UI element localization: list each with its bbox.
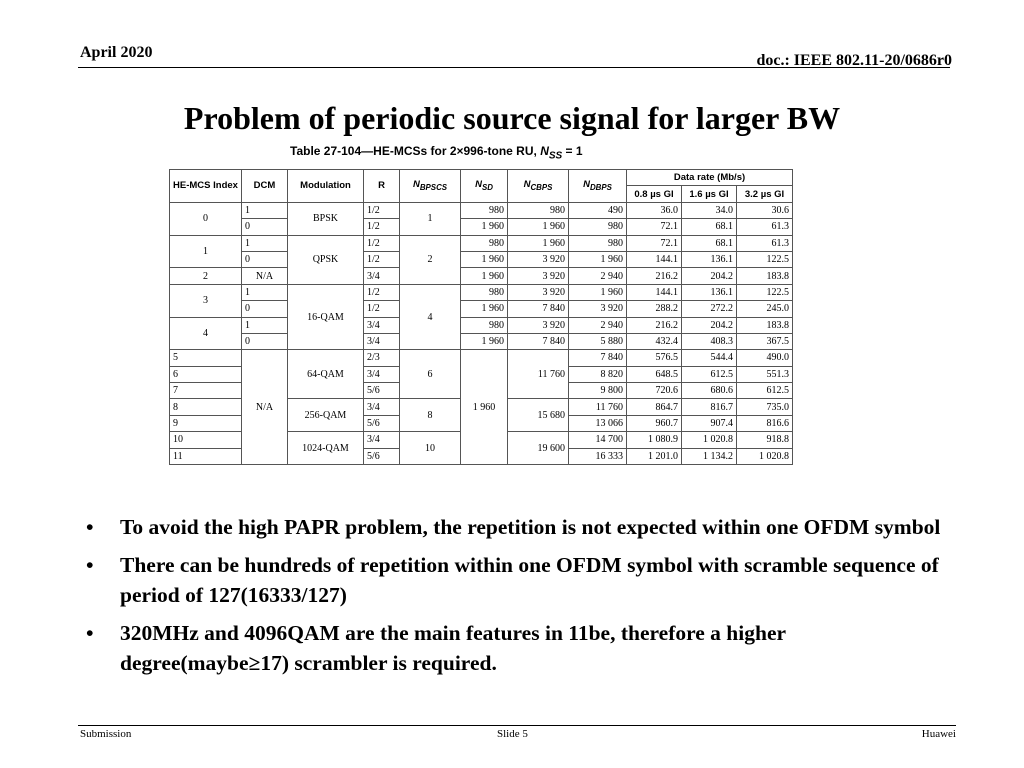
cell-mcs: 11 xyxy=(170,448,242,464)
cell-ndbps: 5 880 xyxy=(569,333,627,349)
cell-gi-32: 122.5 xyxy=(737,251,793,267)
cell-nbpscs: 6 xyxy=(400,350,461,399)
cell-gi-08: 144.1 xyxy=(627,251,682,267)
header-ncbps: $N_{CBPS}$ xyxy=(508,170,569,203)
cell-mcs: 9 xyxy=(170,415,242,431)
table-row xyxy=(170,219,793,235)
cell-ndbps: 11 760 xyxy=(569,399,627,415)
bullet-dot-icon: • xyxy=(86,553,94,577)
slide-title: Problem of periodic source signal for larger BW xyxy=(183,100,841,136)
cell-dcm: N/A xyxy=(242,350,288,465)
cell-gi-32: 918.8 xyxy=(737,432,793,448)
cell-mcs: 6 xyxy=(170,366,242,382)
cell-nsd: 1 960 xyxy=(461,350,508,465)
table-row xyxy=(170,284,793,300)
cell-nbpscs: 10 xyxy=(400,432,461,465)
table-row xyxy=(170,350,793,366)
cell-gi-08: 648.5 xyxy=(627,366,682,382)
cell-gi-32: 367.5 xyxy=(737,333,793,349)
cell-nsd: 1 960 xyxy=(461,268,508,284)
cell-gi-16: 204.2 xyxy=(682,268,737,284)
cell-gi-08: 36.0 xyxy=(627,202,682,218)
cell-gi-08: 432.4 xyxy=(627,333,682,349)
cell-gi-08: 720.6 xyxy=(627,383,682,399)
cell-nsd: 1 960 xyxy=(461,219,508,235)
cell-gi-16: 612.5 xyxy=(682,366,737,382)
cell-ndbps: 2 940 xyxy=(569,317,627,333)
table-row xyxy=(170,301,793,317)
cell-nbpscs: 1 xyxy=(400,202,461,235)
cell-ncbps: 1 960 xyxy=(508,235,569,251)
cell-r: 2/3 xyxy=(364,350,400,366)
cell-gi-16: 408.3 xyxy=(682,333,737,349)
cell-dcm: 0 xyxy=(242,301,288,317)
cell-ncbps: 15 680 xyxy=(508,399,569,432)
cell-r: 3/4 xyxy=(364,366,400,382)
cell-nsd: 1 960 xyxy=(461,333,508,349)
header-doc-id: doc.: IEEE 802.11-20/0686r0 xyxy=(756,52,952,69)
bullet-item xyxy=(86,512,956,542)
cell-nsd: 1 960 xyxy=(461,301,508,317)
cell-dcm: 1 xyxy=(242,202,288,218)
bullet-dot-icon: • xyxy=(86,621,94,645)
cell-ndbps: 8 820 xyxy=(569,366,627,382)
cell-mcs: 3 xyxy=(170,284,242,317)
cell-gi-08: 72.1 xyxy=(627,219,682,235)
cell-ndbps: 14 700 xyxy=(569,432,627,448)
cell-gi-08: 216.2 xyxy=(627,268,682,284)
cell-nbpscs: 4 xyxy=(400,284,461,350)
cell-gi-32: 122.5 xyxy=(737,284,793,300)
cell-gi-16: 136.1 xyxy=(682,284,737,300)
cell-ndbps: 980 xyxy=(569,235,627,251)
cell-ncbps: 3 920 xyxy=(508,251,569,267)
footer-rule xyxy=(78,725,956,726)
cell-dcm: 1 xyxy=(242,317,288,333)
cell-r: 1/2 xyxy=(364,235,400,251)
header-date: April 2020 xyxy=(80,44,153,61)
cell-gi-08: 576.5 xyxy=(627,350,682,366)
header-ndbps: $N_{DBPS}$ xyxy=(569,170,627,203)
footer-submission: Submission xyxy=(80,728,132,740)
cell-r: 3/4 xyxy=(364,333,400,349)
cell-gi-16: 680.6 xyxy=(682,383,737,399)
cell-ndbps: 1 960 xyxy=(569,284,627,300)
cell-gi-08: 864.7 xyxy=(627,399,682,415)
header-mcs: HE-MCS Index xyxy=(170,170,242,203)
bullet-list xyxy=(86,512,956,686)
cell-gi-08: 1 201.0 xyxy=(627,448,682,464)
footer-company: Huawei xyxy=(921,728,956,740)
cell-gi-16: 1 020.8 xyxy=(682,432,737,448)
cell-ndbps: 2 940 xyxy=(569,268,627,284)
cell-mcs: 10 xyxy=(170,432,242,448)
cell-ndbps: 490 xyxy=(569,202,627,218)
cell-gi-16: 272.2 xyxy=(682,301,737,317)
bullet-text: To avoid the high PAPR problem, the repetition is not expected within one OFDM symbol xyxy=(120,515,941,539)
header-nsd: $N_{SD}$ xyxy=(461,170,508,203)
cell-mcs: 2 xyxy=(170,268,242,284)
table-row xyxy=(170,251,793,267)
caption-nss-sub: SS xyxy=(548,150,563,162)
cell-ncbps: 7 840 xyxy=(508,301,569,317)
cell-r: 3/4 xyxy=(364,432,400,448)
cell-mcs: 1 xyxy=(170,235,242,268)
cell-gi-32: 61.3 xyxy=(737,235,793,251)
cell-r: 5/6 xyxy=(364,415,400,431)
bullet-item xyxy=(86,550,956,610)
cell-ndbps: 16 333 xyxy=(569,448,627,464)
header-dcm: DCM xyxy=(242,170,288,203)
cell-modulation: 256-QAM xyxy=(288,399,364,432)
table-row xyxy=(170,202,793,218)
cell-nsd: 1 960 xyxy=(461,251,508,267)
cell-r: 1/2 xyxy=(364,284,400,300)
cell-ncbps: 3 920 xyxy=(508,268,569,284)
cell-ncbps: 980 xyxy=(508,202,569,218)
cell-gi-16: 68.1 xyxy=(682,235,737,251)
header-nbpscs: $N_{BPSCS}$ xyxy=(400,170,461,203)
cell-r: 5/6 xyxy=(364,448,400,464)
cell-mcs: 5 xyxy=(170,350,242,366)
cell-dcm: 0 xyxy=(242,251,288,267)
cell-mcs: 7 xyxy=(170,383,242,399)
cell-modulation: 16-QAM xyxy=(288,284,364,350)
table-row xyxy=(170,333,793,349)
cell-gi-16: 204.2 xyxy=(682,317,737,333)
cell-nbpscs: 2 xyxy=(400,235,461,284)
cell-mcs: 8 xyxy=(170,399,242,415)
table-row xyxy=(170,235,793,251)
cell-r: 3/4 xyxy=(364,399,400,415)
cell-gi-32: 551.3 xyxy=(737,366,793,382)
cell-ndbps: 9 800 xyxy=(569,383,627,399)
cell-modulation: BPSK xyxy=(288,202,364,235)
cell-nbpscs: 8 xyxy=(400,399,461,432)
cell-gi-16: 34.0 xyxy=(682,202,737,218)
cell-gi-32: 816.6 xyxy=(737,415,793,431)
cell-gi-32: 183.8 xyxy=(737,317,793,333)
table-row xyxy=(170,317,793,333)
bullet-dot-icon: • xyxy=(86,515,94,539)
bullet-item xyxy=(86,618,956,678)
caption-nss: N xyxy=(540,144,549,158)
footer-slide-number: Slide 5 xyxy=(497,728,528,740)
cell-ncbps: 11 760 xyxy=(508,350,569,399)
cell-dcm: 1 xyxy=(242,235,288,251)
cell-r: 3/4 xyxy=(364,317,400,333)
cell-ndbps: 13 066 xyxy=(569,415,627,431)
cell-ncbps: 1 960 xyxy=(508,219,569,235)
header-data-rate: Data rate (Mb/s) xyxy=(627,170,793,186)
table-caption xyxy=(290,144,583,161)
cell-ndbps: 3 920 xyxy=(569,301,627,317)
bullet-text: There can be hundreds of repetition within one OFDM symbol with scramble sequence of period of 127(16333/127) xyxy=(120,553,939,607)
caption-prefix: Table 27-104—HE-MCSs for 2×996-tone RU, xyxy=(290,144,541,158)
header-r: R xyxy=(364,170,400,203)
cell-r: 1/2 xyxy=(364,219,400,235)
cell-gi-08: 1 080.9 xyxy=(627,432,682,448)
cell-modulation: 1024-QAM xyxy=(288,432,364,465)
cell-gi-08: 72.1 xyxy=(627,235,682,251)
cell-dcm: 0 xyxy=(242,219,288,235)
cell-r: 1/2 xyxy=(364,202,400,218)
cell-r: 3/4 xyxy=(364,268,400,284)
header-gi-16: 1.6 µs GI xyxy=(682,186,737,202)
cell-gi-32: 245.0 xyxy=(737,301,793,317)
cell-gi-08: 216.2 xyxy=(627,317,682,333)
header-gi-32: 3.2 µs GI xyxy=(737,186,793,202)
header-modulation: Modulation xyxy=(288,170,364,203)
caption-suffix: = 1 xyxy=(562,144,583,158)
cell-gi-32: 490.0 xyxy=(737,350,793,366)
cell-nsd: 980 xyxy=(461,202,508,218)
cell-modulation: QPSK xyxy=(288,235,364,284)
cell-nsd: 980 xyxy=(461,317,508,333)
cell-dcm: 1 xyxy=(242,284,288,300)
cell-ncbps: 3 920 xyxy=(508,317,569,333)
cell-gi-32: 735.0 xyxy=(737,399,793,415)
cell-gi-32: 30.6 xyxy=(737,202,793,218)
bullet-text: 320MHz and 4096QAM are the main features in 11be, therefore a higher degree(maybe≥17) scrambler is required. xyxy=(120,621,786,675)
cell-ndbps: 980 xyxy=(569,219,627,235)
header-rule xyxy=(78,67,950,68)
cell-gi-32: 61.3 xyxy=(737,219,793,235)
cell-modulation: 64-QAM xyxy=(288,350,364,399)
table-header-row xyxy=(170,170,793,186)
cell-ncbps: 19 600 xyxy=(508,432,569,465)
header-gi-08: 0.8 µs GI xyxy=(627,186,682,202)
cell-nsd: 980 xyxy=(461,235,508,251)
cell-gi-16: 816.7 xyxy=(682,399,737,415)
mcs-table xyxy=(169,169,793,465)
cell-gi-16: 1 134.2 xyxy=(682,448,737,464)
cell-gi-32: 612.5 xyxy=(737,383,793,399)
cell-gi-32: 183.8 xyxy=(737,268,793,284)
table-row xyxy=(170,268,793,284)
cell-mcs: 0 xyxy=(170,202,242,235)
cell-dcm: 0 xyxy=(242,333,288,349)
cell-gi-32: 1 020.8 xyxy=(737,448,793,464)
cell-gi-08: 288.2 xyxy=(627,301,682,317)
cell-gi-08: 960.7 xyxy=(627,415,682,431)
cell-mcs: 4 xyxy=(170,317,242,350)
cell-r: 1/2 xyxy=(364,301,400,317)
cell-gi-08: 144.1 xyxy=(627,284,682,300)
cell-ndbps: 7 840 xyxy=(569,350,627,366)
cell-ndbps: 1 960 xyxy=(569,251,627,267)
cell-nsd: 980 xyxy=(461,284,508,300)
cell-ncbps: 7 840 xyxy=(508,333,569,349)
cell-dcm: N/A xyxy=(242,268,288,284)
cell-ncbps: 3 920 xyxy=(508,284,569,300)
cell-r: 5/6 xyxy=(364,383,400,399)
cell-gi-16: 68.1 xyxy=(682,219,737,235)
cell-r: 1/2 xyxy=(364,251,400,267)
cell-gi-16: 544.4 xyxy=(682,350,737,366)
cell-gi-16: 907.4 xyxy=(682,415,737,431)
cell-gi-16: 136.1 xyxy=(682,251,737,267)
